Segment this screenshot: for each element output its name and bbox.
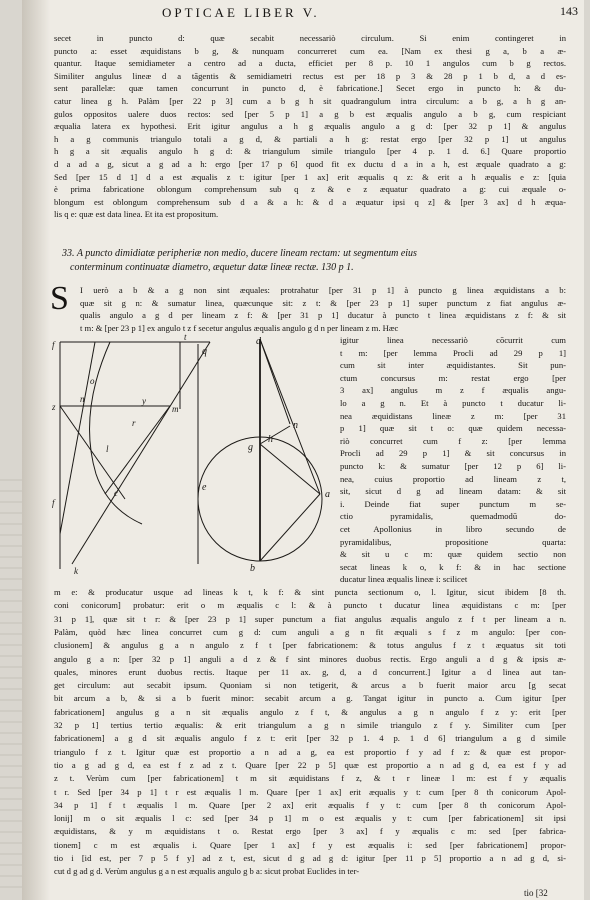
text-line: è prima fabricatione oblongum comprehensum sub q z & e z æquatur quadrato a g: cui æquale o- — [54, 184, 566, 195]
catchword: tio [32 — [524, 888, 548, 898]
figure-label: y — [142, 396, 146, 406]
proposition-heading — [62, 247, 562, 275]
text-line: angulo g a n: [per 32 p 1] anguli a d z & f sint minores duobus rectis. Ergo anguli a d g & ipsis æ- — [54, 653, 566, 664]
text-line: riò concurret cum f z: [per lemma — [340, 435, 566, 446]
figure-label: e — [202, 482, 207, 493]
figure-label: n — [80, 394, 85, 404]
text-line: fabricationem] a g d sit æqualis angulo f z t: erit [per 32 p 1. 4 p. 1 d 6] triangulum a g d simile — [54, 733, 566, 744]
figure-label: l — [106, 444, 109, 454]
text-line: 31 p 1], quæ sit t r: & [per 23 p 1] super punctum a fiat angulus æqualis angulo z f t per lineam a n. — [54, 613, 566, 624]
text-line: sent parallelæ: quæ tamen concurrunt in puncto d, è fabricatione.] Secet ergo in puncto h: & du- — [54, 83, 566, 94]
text-line: t r. Sed [per 34 p 1] t r est æqualis l m. Quare [per 1 ax] erit æqualis y t: cum [per 8 th conicorum Apol- — [54, 786, 566, 797]
text-line: sit, sicut d g ad lineam datam: & sit — [340, 486, 566, 497]
figure-label: o — [90, 376, 95, 386]
figure-line — [60, 406, 125, 499]
text-line: t m: [per lemma Procli ad 29 p 1] — [340, 347, 566, 358]
tangent-line — [260, 339, 320, 494]
text-line: igitur linea necessariò cōcurrit cum — [340, 335, 566, 345]
facing-page-edge — [0, 470, 22, 890]
text-line: bit arcum a b, & si a b fuerit minor: secabit arcum a g. Tangat igitur in puncto a. Cum igitur [per — [54, 693, 566, 704]
figure-label: g — [248, 442, 253, 453]
figure-label: f — [52, 498, 55, 508]
text-line: get circulum: aut secabit ipsum. Quoniam si non tetigerit, & arcus a b fuerit maior arcu [g secat — [54, 680, 566, 691]
text-line: h a g communis triangulo totali a g d, & partiali a h g: restat ergo [per 32 p 1] ut angulus — [54, 133, 566, 144]
text-line: t m: & [per 23 p 1] ex angulo t z f secetur angulus æqualis angulo g d n per lineam z m. Hæc — [80, 322, 399, 333]
text-line: clusionem] & angulus g a n angulo z f t [per fabricationem: & totus angulus f z t æquatus sit toti — [54, 640, 566, 651]
text-line: lonij] m o sit æqualis l c: sed [per 34 p 1] m o est æqualis y t: cum [per fabricationem] sit ipsi — [54, 813, 566, 824]
text-line: Palàm, quòd hæc linea concurret cum g d: cum anguli a g n fit æquali s f z m angulo: [per con- — [54, 626, 566, 637]
figure-line — [260, 339, 290, 424]
text-line: ctio pyramidalis, quemadmodū do- — [340, 511, 566, 522]
page-number: 143 — [560, 4, 578, 18]
page-binding-shadow — [22, 0, 50, 900]
text-line: cum sit inter æquidistantes. Sit pun- — [340, 360, 566, 371]
text-line: cet Apollonius in libro secundo de — [340, 524, 566, 534]
text-line: secat lineas k o, k f: & in hac sectione — [340, 561, 566, 572]
text-line: æqualia latera ex hypothesi. Erit igitur angulus a h g æqualis angulo a g d: [per 32 p 1] & angulus — [54, 121, 566, 132]
text-line: blongum est oblongum comprehensum sub d a & a h: & d a æquatur ipsi q z] & [per 3 ax] d h æqua- — [54, 196, 566, 207]
text-line: & sit u c m: quæ quidem sectio non — [340, 549, 566, 560]
text-line: tio i [id est, per 7 p 5 f y] ad z t, est, sicut d g ad g d: igitur [per 11 p 5] proportio a n ad g d, si- — [54, 853, 566, 863]
text-line: nea, cuius proportio ad lineam z t, — [340, 473, 566, 484]
figure-line — [260, 444, 320, 494]
figure-label: h — [268, 434, 273, 445]
text-line: Sed [per 15 d 1] d a est æqualis z t: igitur [per 1 ax] erit æqualis q z: & erit a h æqualis e z: [quia — [54, 171, 566, 182]
running-title: OPTICAE LIBER V. — [162, 5, 320, 20]
text-line: quantur. Itaque semidiameter a centro ad a ducta, efficiet per 8 p. 10 1 angulos cum b g rectos. — [54, 58, 566, 69]
text-line: 32 p 1] tertius tertio æqualis: & erit triangulum a g n simile triangulo z f y. Similiter cum [per — [54, 720, 566, 730]
figure-line — [260, 426, 290, 444]
text-line: 3 ax] angulus m z f æqualis angu- — [340, 385, 566, 396]
text-line: tio a g ad g d, ea est f z ad z t. Quare [per 22 p 5] quæ est proportio a n ad g d, ea est f y ad — [54, 759, 566, 770]
proposition-heading-line: conterminum continuatæ diametro, æquetur datæ lineæ rectæ. 130 p 1. — [70, 262, 354, 273]
figure-label: n — [293, 420, 298, 431]
text-line: 34 p 1] f t æqualis l m. Quare [per 2 ax] erit æqualis f y t: cum [per 8 th conicorum Apol- — [54, 799, 566, 810]
figure-label: z — [52, 402, 56, 412]
figure-label: a — [325, 489, 330, 500]
text-line: gulos oppositos ualere duos rectos: sed [per 5 p 1] a g b est æqualis angulo a b g, cum respiciant — [54, 108, 566, 119]
text-line: puncto k: & sumatur [per 12 p 6] li- — [340, 461, 566, 471]
circle-figure-right — [190, 334, 340, 579]
text-line: catur linea g h. Palàm [per 22 p 3] cum a b g h sit quadrangulum intra circulum: a b g, a h g an- — [54, 96, 566, 106]
figure-label: c — [114, 488, 118, 498]
figure-label: t — [184, 334, 187, 342]
text-line: cut d g ad g d. Verùm angulus g a n est æqualis angulo g b a: sicut probat Euclides in ter- — [54, 866, 360, 877]
figure-label: q — [202, 346, 207, 357]
text-line: p 1] quæ sit t o: quæ quidem necessa- — [340, 423, 566, 434]
figure-line — [105, 406, 170, 494]
figure-label: f — [52, 340, 55, 350]
text-line: h g a sit æqualis angulo h g d: & triangulum simile triangulo [per 4 p. 1 d. 6.] Quare proportio — [54, 146, 566, 157]
text-line: qualis angulo a g d per lineam z f: & [per 31 p 1] ducatur à puncto t linea æquidistans z f: & sit — [80, 310, 566, 321]
text-line: z t. Verùm cum [per fabricationem] t m sit æquidistans f z, & t r lineæ l m: est f y æqualis — [54, 773, 566, 784]
text-line: tionem] c m est æqualis i. Quare [per 1 ax] f y est æqualis i: sed [per fabricationem] propor- — [54, 839, 566, 850]
figure-line — [260, 494, 320, 561]
text-line: fabricationem] angulus g a n sit æqualis angulo z f t, & angulus a g n angulo f z y: erit [per — [54, 706, 566, 717]
text-line: secet in puncto d: quæ secabit necessariò circulum. Si enim contingeret in — [54, 33, 566, 43]
proposition-heading-line: 33. A puncto dimidiatæ peripheriæ non medio, ducere lineam rectam: ut segmentum eius — [62, 248, 417, 259]
figure-label: k — [74, 566, 78, 576]
figure-label: d — [256, 336, 261, 347]
text-line: æquidistans, & y m æquidistans t o. Restat ergo [per 3 ax] f y æqualis c m: sed [per fabrica- — [54, 826, 566, 837]
text-line: i. Deinde fiat super punctum m se- — [340, 498, 566, 509]
text-line: ctum concursus m: restat ergo [per — [340, 372, 566, 383]
text-line: Procli ad 29 p 1] & sit concursus in — [340, 448, 566, 459]
figure-label: m — [172, 404, 179, 414]
text-line: quæ sit g n: & sumatur linea, quæcunque sit: z t: & [per 23 p 1] super punctum z fiat angulus æ- — [80, 297, 566, 308]
text-line: quales, minores erunt duobus rectis. Itaque per 11 ax. g, d, a d concurrent.] Igitur a d linea aut tan- — [54, 666, 566, 677]
text-line: coni conicorum] probatur: erit o m æqualis c l: & à puncto t ducatur linea æquidistans c m: [per — [54, 600, 566, 611]
text-line: triangulo f z t. Igitur quæ est proportio a n ad a g, ea est proportio f y ad f z: & quæ est propor- — [54, 746, 566, 757]
text-line: m e: & producatur usque ad lineas k t, k f: & sint puncta sectionum o, l. Igitur, sicut ibidem [8 th. — [54, 587, 566, 597]
text-line: lo a g n. Et à puncto t ducatur li- — [340, 398, 566, 408]
text-line: pyramidalibus, propositione quarta: — [340, 536, 566, 547]
text-line: lis q e: quæ est data linea. Et ita est propositum. — [54, 209, 219, 220]
book-page — [22, 0, 584, 900]
figure-label: b — [250, 563, 255, 574]
figure-label: r — [132, 418, 136, 428]
drop-initial: S — [50, 280, 69, 317]
text-line: ducatur linea æqualis lineæ i: scilicet — [340, 574, 468, 585]
text-line: Similiter angulus lineæ d a tāgentis & semidiametri rectus est per 18 p 3 & 28 p 1 b d, a d es- — [54, 70, 566, 81]
text-line: d a ad a g, sicut a g ad a h: ergo [per 17 p 6] quod fit ex ductu d a in a h, est æquale quadrato a g: — [54, 159, 566, 169]
text-line: I uerò a b & a g non sint æquales: protrahatur [per 31 p 1] à puncto g linea æquidistans a b: — [80, 285, 566, 295]
text-line: puncto a: esset æquidistans b g, & nunquam concurreret cum ea. [Nam ex thesi g a, b a æ- — [54, 45, 566, 56]
text-line: nea æquidistans lineæ z m: [per 31 — [340, 410, 566, 421]
page-header — [52, 0, 580, 22]
